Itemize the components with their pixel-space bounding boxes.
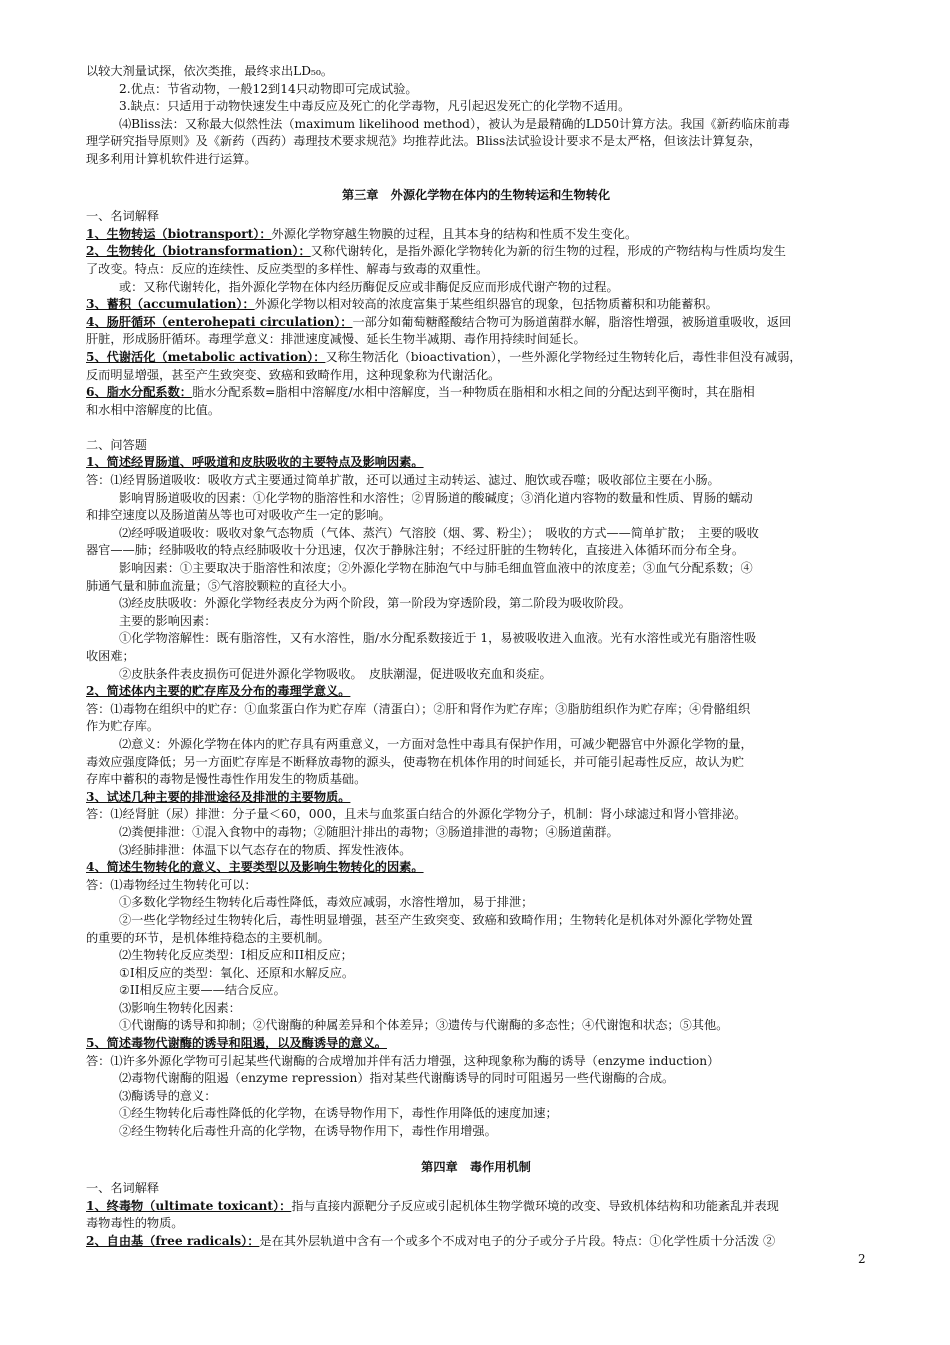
- term-label: 4、肠肝循环（enterohepati circulation）：: [86, 314, 353, 329]
- term-label: 2、自由基（free radicals）：: [86, 1234, 260, 1248]
- line-text: 答：⑴许多外源化学物可引起某些代谢酶的合成增加并伴有活力增强，这种现象称为酶的诱导（enzyme induction）: [86, 1053, 720, 1068]
- text-line: [86, 1180, 866, 1198]
- text-line: [86, 701, 866, 719]
- text-line: [86, 279, 866, 297]
- line-text: ⑶影响生物转化因素：: [119, 1000, 241, 1015]
- text-line: [86, 63, 866, 81]
- line-text: ⑵毒物代谢酶的阻遏（enzyme repression）指对某些代谢酶诱导的同时可阻遏另一些代谢酶的合成。: [119, 1071, 675, 1086]
- term-label: 5、简述毒物代谢酶的诱导和阻遏，以及酶诱导的意义。: [86, 1036, 387, 1051]
- line-text: ⑵粪便排泄：①混入食物中的毒物；②随胆汁排出的毒物；③肠道排泄的毒物；④肠道菌群。: [119, 824, 619, 839]
- text-line: [86, 367, 866, 385]
- line-text: 一、名词解释: [86, 209, 160, 224]
- line-text: 主要的影响因素：: [119, 613, 217, 628]
- text-line: [86, 1000, 866, 1018]
- line-text: 答：⑴毒物在组织中的贮存：①血浆蛋白作为贮存库（清蛋白）；②肝和肾作为贮存库；③脂肪组织作为贮存库；④骨骼组织: [86, 701, 751, 716]
- text-line: [86, 98, 866, 116]
- text-line: [86, 613, 866, 631]
- text-line: [86, 578, 866, 596]
- text-line: [86, 1215, 866, 1233]
- line-text: 答：⑴毒物经过生物转化可以：: [86, 877, 257, 892]
- line-text: 外源化学物穿越生物膜的过程，且其本身的结构和性质不发生变化。: [271, 226, 638, 241]
- line-text: 反而明显增强，甚至产生致突变、致癌和致畸作用，这种现象称为代谢活化。: [86, 367, 501, 382]
- text-line: [86, 1053, 866, 1071]
- line-text: ⑶酶诱导的意义：: [119, 1088, 217, 1103]
- text-line: [86, 542, 866, 560]
- line-text: ②一些化学物经过生物转化后，毒性明显增强，甚至产生致突变、致癌和致畸作用；生物转化是机体对外源化学物处置: [119, 912, 753, 927]
- line-text: 一部分如葡萄糖醛酸结合物可为肠道菌群水解，脂溶性增强，被肠道重吸收，返回: [352, 314, 792, 329]
- line-text: ①I相反应的类型：氧化、还原和水解反应。: [119, 965, 355, 980]
- text-line: [86, 437, 866, 455]
- text-line: [86, 1233, 866, 1251]
- text-line: [86, 648, 866, 666]
- line-text: 存库中蓄积的毒物是慢性毒性作用发生的物质基础。: [86, 772, 367, 787]
- term-label: 4、简述生物转化的意义、主要类型以及影响生物转化的因素。: [86, 860, 424, 875]
- line-text: 毒物毒性的物质。: [86, 1216, 184, 1231]
- text-line: [86, 894, 866, 912]
- term-label: 1、简述经胃肠道、呼吸道和皮肤吸收的主要特点及影响因素。: [86, 455, 424, 470]
- line-text: ②经生物转化后毒性升高的化学物，在诱导物作用下，毒性作用增强。: [119, 1124, 497, 1139]
- term-label: 6、脂水分配系数：: [86, 385, 192, 400]
- text-line: [86, 490, 866, 508]
- chapter-heading: [86, 1159, 866, 1177]
- text-line: [86, 630, 866, 648]
- text-line: [86, 859, 866, 877]
- chapter-heading: [86, 187, 866, 205]
- line-text: ①多数化学物经生物转化后毒性降低，毒效应减弱，水溶性增加，易于排泄；: [119, 895, 534, 910]
- text-line: [86, 133, 866, 151]
- text-line: [86, 982, 866, 1000]
- text-line: [86, 912, 866, 930]
- text-line: [86, 1105, 866, 1123]
- line-text: 的重要的环节，是机体维持稳态的主要机制。: [86, 930, 330, 945]
- text-line: [86, 1070, 866, 1088]
- text-line: [86, 789, 866, 807]
- text-line: [86, 384, 866, 402]
- text-line: [86, 151, 866, 169]
- text-line: [86, 349, 866, 367]
- line-text: 和排空速度以及肠道菌丛等也可对吸收产生一定的影响。: [86, 508, 391, 523]
- text-line: [86, 666, 866, 684]
- line-text: 或：又称代谢转化，指外源化学物在体内经历酶促反应或非酶促反应而形成代谢产物的过程。: [119, 279, 619, 294]
- line-text: 以较大剂量试探，依次类推，最终求出LD₅₀。: [86, 64, 334, 78]
- line-text: ⑵经呼吸道吸收：吸收对象气态物质（气体、蒸汽）气溶胶（烟、雾、粉尘）； 吸收的方式——简单扩散； 主要的吸收: [119, 525, 759, 540]
- line-text: ②II相反应主要——结合反应。: [119, 983, 286, 998]
- line-text: 二、问答题: [86, 437, 147, 452]
- term-label: 2、生物转化（biotransformation）：: [86, 244, 311, 259]
- text-line: [86, 560, 866, 578]
- line-text: 肝脏，形成肠肝循环。毒理学意义：排泄速度减慢、延长生物半减期、毒作用持续时间延长。: [86, 332, 586, 347]
- text-line: [86, 507, 866, 525]
- text-line: [86, 116, 866, 134]
- term-label: 3、蓄积（accumulation）：: [86, 297, 255, 312]
- line-text: 指与直接内源靶分子反应或引起机体生物学微环境的改变、导致机体结构和功能紊乱并表现: [291, 1198, 779, 1213]
- line-text: ⑵意义：外源化学物在体内的贮存具有两重意义，一方面对急性中毒具有保护作用，可减少靶器官中外源化学物的量，: [119, 736, 753, 751]
- line-text: 和水相中溶解度的比值。: [86, 402, 221, 417]
- text-line: [86, 965, 866, 983]
- text-line: [86, 877, 866, 895]
- text-line: [86, 296, 866, 314]
- line-text: 第三章 外源化学物在体内的生物转运和生物转化: [341, 187, 611, 202]
- term-label: 1、生物转运（biotransport）：: [86, 226, 272, 241]
- term-label: 2、简述体内主要的贮存库及分布的毒理学意义。: [86, 684, 351, 699]
- line-text: ⑶经皮肤吸收：外源化学物经表皮分为两个阶段，第一阶段为穿透阶段，第二阶段为吸收阶段。: [119, 596, 631, 611]
- document-body: [86, 63, 866, 1251]
- term-label: 1、终毒物（ultimate toxicant）：: [86, 1198, 292, 1213]
- line-text: ⑷Bliss法：又称最大似然性法（maximum likelihood method），被认为是最精确的LD50计算方法。我国《新药临床前毒: [119, 116, 790, 131]
- line-text: 脂水分配系数=脂相中溶解度/水相中溶解度，当一种物质在脂相和水相之间的分配达到平衡时，其在脂相: [191, 385, 755, 400]
- text-line: [86, 1017, 866, 1035]
- text-line: [86, 771, 866, 789]
- text-line: [86, 226, 866, 244]
- line-text: 毒效应强度降低；另一方面贮存库是不断释放毒物的源头，使毒物在机体作用的时间延长，并可能引起毒性反应，故认为贮: [86, 754, 745, 769]
- term-label: 3、试述几种主要的排泄途径及排泄的主要物质。: [86, 789, 351, 804]
- line-text: 答：⑴经胃肠道吸收：吸收方式主要通过简单扩散，还可以通过主动转运、滤过、胞饮或吞噬；吸收部位主要在小肠。: [86, 473, 720, 488]
- text-line: [86, 261, 866, 279]
- text-line: [86, 331, 866, 349]
- text-line: [86, 736, 866, 754]
- text-line: [86, 824, 866, 842]
- text-line: [86, 208, 866, 226]
- line-text: 现多利用计算机软件进行运算。: [86, 151, 257, 166]
- line-text: 理学研究指导原则》及《新药（西药）毒理技术要求规范》均推荐此法。Bliss法试验设计要求不是太严格，但该法计算复杂，: [86, 134, 762, 149]
- text-line: [86, 1088, 866, 1106]
- line-text: 是在其外层轨道中含有一个或多个不成对电子的分子或分子片段。特点：①化学性质十分活泼 ②: [259, 1234, 776, 1248]
- line-text: ①代谢酶的诱导和抑制；②代谢酶的种属差异和个体差异；③遗传与代谢酶的多态性；④代谢饱和状态；⑤其他。: [119, 1018, 729, 1033]
- line-text: 第四章 毒作用机制: [421, 1159, 531, 1174]
- line-text: ②皮肤条件表皮损伤可促进外源化学物吸收。 皮肤潮湿，促进吸收充血和炎症。: [119, 666, 552, 681]
- line-text: ⑶经肺排泄：体温下以气态存在的物质、挥发性液体。: [119, 842, 412, 857]
- text-line: [86, 930, 866, 948]
- line-text: 一、名词解释: [86, 1181, 160, 1196]
- line-text: 影响胃肠道吸收的因素：①化学物的脂溶性和水溶性；②胃肠道的酸碱度；③消化道内容物的数量和性质、胃肠的蠕动: [119, 490, 753, 505]
- text-line: [86, 1123, 866, 1141]
- line-text: 作为贮存库。: [86, 719, 160, 734]
- text-line: [86, 525, 866, 543]
- text-line: [86, 81, 866, 99]
- text-line: [86, 806, 866, 824]
- line-text: 了改变。特点：反应的连续性、反应类型的多样性、解毒与致毒的双重性。: [86, 261, 489, 276]
- text-line: [86, 402, 866, 420]
- text-line: [86, 454, 866, 472]
- text-line: [86, 842, 866, 860]
- line-text: 2.优点：节省动物，一般12到14只动物即可完成试验。: [119, 81, 418, 96]
- text-line: [86, 243, 866, 261]
- text-line: [86, 718, 866, 736]
- text-line: [86, 595, 866, 613]
- line-text: ①化学物溶解性：既有脂溶性，又有水溶性，脂/水分配系数接近于 1，易被吸收进入血液。光有水溶性或光有脂溶性吸: [119, 631, 757, 646]
- line-text: 又称生物活化（bioactivation），一些外源化学物经过生物转化后，毒性非但没有减弱，: [325, 349, 802, 364]
- text-line: [86, 947, 866, 965]
- text-line: [86, 472, 866, 490]
- line-text: 答：⑴经肾脏（尿）排泄：分子量＜60，000，且未与血浆蛋白结合的外源化学物分子，机制：肾小球滤过和肾小管排泌。: [86, 807, 747, 822]
- line-text: 器官——肺；经肺吸收的特点经肺吸收十分迅速，仅次于静脉注射；不经过肝脏的生物转化，直接进入体循环而分布全身。: [86, 543, 745, 558]
- line-text: 3.缺点：只适用于动物快速发生中毒反应及死亡的化学毒物，凡引起迟发死亡的化学物不适用。: [119, 99, 631, 114]
- spacer: [86, 419, 866, 437]
- text-line: [86, 1035, 866, 1053]
- text-line: [86, 1198, 866, 1216]
- line-text: 收困难；: [86, 649, 135, 663]
- line-text: 影响因素：①主要取决于脂溶性和浓度；②外源化学物在肺泡气中与肺毛细血管血液中的浓度差；③血气分配系数；④: [119, 561, 753, 576]
- term-label: 5、代谢活化（metabolic activation）：: [86, 349, 326, 364]
- text-line: [86, 754, 866, 772]
- line-text: 肺通气量和肺血流量；⑤气溶胶颗粒的直径大小。: [86, 578, 355, 593]
- text-line: [86, 683, 866, 701]
- line-text: 又称代谢转化，是指外源化学物转化为新的衍生物的过程，形成的产物结构与性质均发生: [310, 244, 786, 259]
- page-number: 2: [858, 1252, 866, 1266]
- line-text: ⑵生物转化反应类型：I相反应和II相反应；: [119, 948, 353, 963]
- text-line: [86, 314, 866, 332]
- line-text: ①经生物转化后毒性降低的化学物，在诱导物作用下，毒性作用降低的速度加速；: [119, 1106, 558, 1121]
- line-text: 外源化学物以相对较高的浓度富集于某些组织器官的现象，包括物质蓄积和功能蓄积。: [254, 297, 718, 312]
